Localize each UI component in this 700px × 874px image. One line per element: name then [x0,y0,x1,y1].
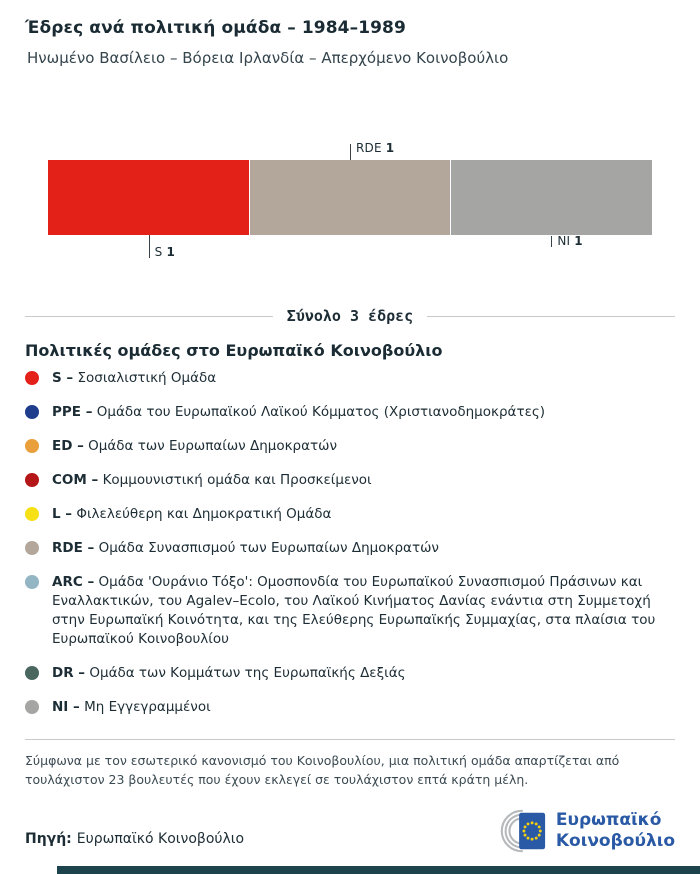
bar-label-RDE [350,141,395,160]
legend-heading: Πολιτικές ομάδες στο Ευρωπαϊκό Κοινοβούλιο [25,341,443,360]
seats-chart [48,141,652,259]
bar-label-tick [551,236,552,247]
ep-logo-line1: Ευρωπαϊκό [555,810,662,830]
legend-dot-NI [25,700,39,714]
stacked-bar [48,160,652,235]
bar-segment-NI[interactable] [451,160,652,235]
legend-dot-RDE [25,541,39,555]
ep-logo-icon [496,805,548,857]
footer-accent-bar [57,866,700,874]
legend-label-L: L – Φιλελεύθερη και Δημοκρατική Ομάδα [52,506,332,522]
total-seats-label: Σύνολο 3 έδρες [286,307,414,325]
legend-label-DR: DR – Ομάδα των Κομμάτων της Ευρωπαϊκής Δεξιάς [52,665,406,681]
legend-label-ARC: ARC – Ομάδα 'Ουράνιο Τόξο': Ομοσπονδία του Ευρωπαϊκού Συνασπισμού Πράσινων και Εναλλακτικών, του Agalev–Ecolo, του Λαϊκού Κινήματος Δανίας ενάντια στη Συμμετοχή στην Ευρωπαϊκή Κοινότητα, και της Ελεύθερης Ευρωπαϊκής Συμμαχίας, στα πλαίσια του Ευρωπαϊκού Κοινοβουλίου [52,574,656,647]
ep-logo-text [556,810,675,852]
legend-dot-PPE [25,405,39,419]
legend-label-NI: NI – Μη Εγγεγραμμένοι [52,699,211,715]
legend-label-PPE: PPE – Ομάδα του Ευρωπαϊκού Λαϊκού Κόμματος (Χριστιανοδημοκράτες) [52,404,546,420]
bar-label-NI [551,235,583,247]
bar-label-text: RDE 1 [356,141,395,155]
page-title: Έδρες ανά πολιτική ομάδα – 1984–1989 [25,18,406,38]
legend-item-L [25,505,675,524]
bar-label-text: NI 1 [557,234,583,248]
legend-item-RDE [25,539,675,558]
bar-label-tick [350,144,351,160]
bar-segment-RDE[interactable] [250,160,452,235]
ep-logo[interactable] [496,805,675,857]
footnote-divider [25,739,675,740]
divider-right [427,316,675,317]
legend-dot-ED [25,439,39,453]
legend-item-ED [25,437,675,456]
footer [25,805,675,857]
legend-label-ED: ED – Ομάδα των Ευρωπαίων Δημοκρατών [52,438,337,454]
divider-left [25,316,273,317]
legend-dot-COM [25,473,39,487]
page-subtitle: Ηνωμένο Βασίλειο – Βόρεια Ιρλανδία – Απερχόμενο Κοινοβούλιο [27,49,509,67]
legend-item-COM [25,471,675,490]
ep-logo-line2: Κοινοβούλιο [555,831,675,851]
bar-label-text: S 1 [154,245,176,259]
legend-label-COM: COM – Κομμουνιστική ομάδα και Προσκείμενοι [52,472,372,488]
legend-item-DR [25,664,675,683]
legend-list [25,369,675,717]
legend-dot-DR [25,666,39,680]
legend-item-NI [25,698,675,717]
footnote: Σύμφωνα με τον εσωτερικό κανονισμό του Κοινοβουλίου, μια πολιτική ομάδα απαρτίζεται από τουλάχιστον 23 βουλευτές που έχουν εκλεγεί σε τουλάχιστον επτά κράτη μέλη. [25,753,620,787]
legend-dot-L [25,507,39,521]
legend-label-S: S – Σοσιαλιστική Ομάδα [52,370,217,386]
bar-segment-S[interactable] [48,160,250,235]
bar-label-tick [149,235,150,258]
legend-item-PPE [25,403,675,422]
bar-label-S [149,235,175,258]
source [25,831,244,847]
bar-wrap [48,141,652,259]
legend-dot-S [25,371,39,385]
total-row [25,307,675,325]
source-label: Πηγή: [25,831,72,847]
legend-item-S [25,369,675,388]
legend-item-ARC [25,573,675,649]
source-value: Ευρωπαϊκό Κοινοβούλιο [76,831,245,847]
legend-dot-ARC [25,575,39,589]
legend-label-RDE: RDE – Ομάδα Συνασπισμού των Ευρωπαίων Δημοκρατών [52,540,439,556]
